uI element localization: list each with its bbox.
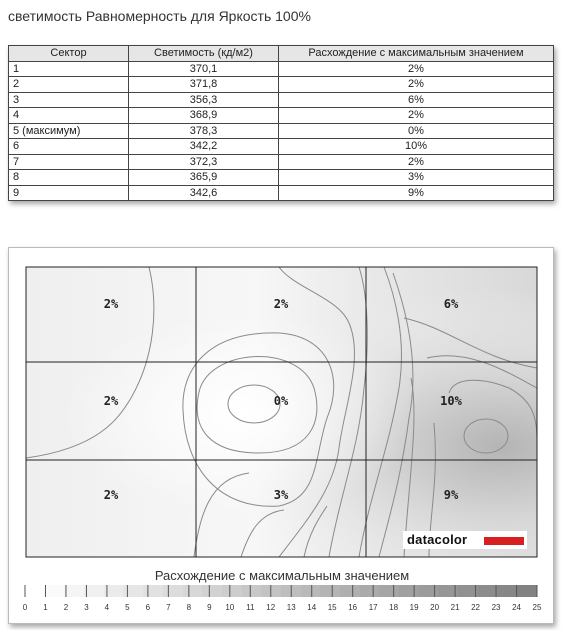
cell-luminance: 378,3 (129, 123, 279, 139)
datacolor-logo-bar (484, 537, 524, 545)
sector-label-2: 2% (273, 297, 289, 311)
uniformity-table-container (8, 45, 554, 201)
cell-luminance: 371,8 (129, 77, 279, 93)
legend-tick-label: 13 (286, 603, 296, 612)
legend-title: Расхождение с максимальным значением (154, 568, 410, 583)
table-row (9, 77, 554, 93)
legend-tick-label: 20 (430, 603, 440, 612)
cell-sector: 6 (9, 139, 129, 155)
table-row (9, 170, 554, 186)
legend-tick-label: 18 (389, 603, 399, 612)
sector-label-8: 3% (273, 488, 289, 502)
cell-luminance: 342,2 (129, 139, 279, 155)
legend-tick-label: 3 (84, 603, 89, 612)
legend-tick-marks (9, 585, 555, 597)
cell-deviation: 3% (279, 170, 554, 186)
cell-sector: 7 (9, 154, 129, 170)
legend-tick-label: 12 (266, 603, 276, 612)
legend-tick-label: 16 (348, 603, 358, 612)
cell-luminance: 370,1 (129, 61, 279, 77)
cell-sector: 5 (максимум) (9, 123, 129, 139)
legend-tick-label: 19 (409, 603, 419, 612)
cell-sector: 3 (9, 92, 129, 108)
legend-tick-label: 4 (104, 603, 110, 612)
legend-tick-label: 11 (246, 603, 255, 612)
cell-deviation: 10% (279, 139, 554, 155)
table-row (9, 154, 554, 170)
uniformity-table (8, 45, 554, 201)
legend-tick-label: 21 (450, 603, 460, 612)
uniformity-map-card (8, 247, 554, 624)
legend-tick-label: 22 (471, 603, 480, 612)
legend-tick-label: 7 (166, 603, 171, 612)
legend-tick-label: 25 (532, 603, 542, 612)
sector-label-4: 2% (103, 394, 119, 408)
sector-label-6: 10% (440, 394, 462, 408)
legend-tick-label: 1 (43, 603, 48, 612)
legend-tick-label: 15 (327, 603, 337, 612)
cell-luminance: 356,3 (129, 92, 279, 108)
legend-tick-label: 8 (186, 603, 192, 612)
cell-deviation: 2% (279, 154, 554, 170)
cell-deviation: 2% (279, 77, 554, 93)
cell-deviation: 2% (279, 61, 554, 77)
cell-deviation: 2% (279, 108, 554, 124)
table-row (9, 61, 554, 77)
table-body (9, 61, 554, 201)
sector-label-1: 2% (103, 297, 119, 311)
datacolor-logo-text: datacolor (407, 532, 468, 547)
cell-luminance: 342,6 (129, 185, 279, 201)
cell-luminance: 372,3 (129, 154, 279, 170)
page-title: светимость Равномерность для Яркость 100% (8, 8, 311, 24)
legend-tick-label: 0 (22, 603, 28, 612)
legend-tick-label: 24 (512, 603, 521, 612)
cell-sector: 1 (9, 61, 129, 77)
cell-deviation: 0% (279, 123, 554, 139)
cell-deviation: 9% (279, 185, 554, 201)
header-deviation: Расхождение с максимальным значением (279, 46, 554, 62)
cell-sector: 2 (9, 77, 129, 93)
cell-deviation: 6% (279, 92, 554, 108)
header-luminance: Светимость (кд/м2) (129, 46, 279, 62)
legend-tick-label: 14 (307, 603, 317, 612)
cell-luminance: 368,9 (129, 108, 279, 124)
table-row (9, 92, 554, 108)
header-sector: Сектор (9, 46, 129, 62)
legend-tick-label: 10 (225, 603, 235, 612)
sector-label-9: 9% (443, 488, 459, 502)
table-header-row (9, 46, 554, 62)
sector-label-3: 6% (443, 297, 459, 311)
legend-tick-label: 5 (125, 603, 130, 612)
legend-tick-labels (9, 603, 555, 615)
table-row (9, 123, 554, 139)
cell-sector: 4 (9, 108, 129, 124)
legend-tick-label: 6 (145, 603, 151, 612)
legend-tick-label: 17 (368, 603, 378, 612)
legend-tick-label: 23 (491, 603, 501, 612)
table-row (9, 185, 554, 201)
sector-label-7: 2% (103, 488, 119, 502)
sector-label-5: 0% (273, 394, 289, 408)
datacolor-logo (403, 531, 527, 549)
cell-sector: 8 (9, 170, 129, 186)
table-row (9, 139, 554, 155)
table-row (9, 108, 554, 124)
legend-tick-label: 2 (63, 603, 69, 612)
cell-luminance: 365,9 (129, 170, 279, 186)
cell-sector: 9 (9, 185, 129, 201)
legend-tick-label: 9 (207, 603, 212, 612)
